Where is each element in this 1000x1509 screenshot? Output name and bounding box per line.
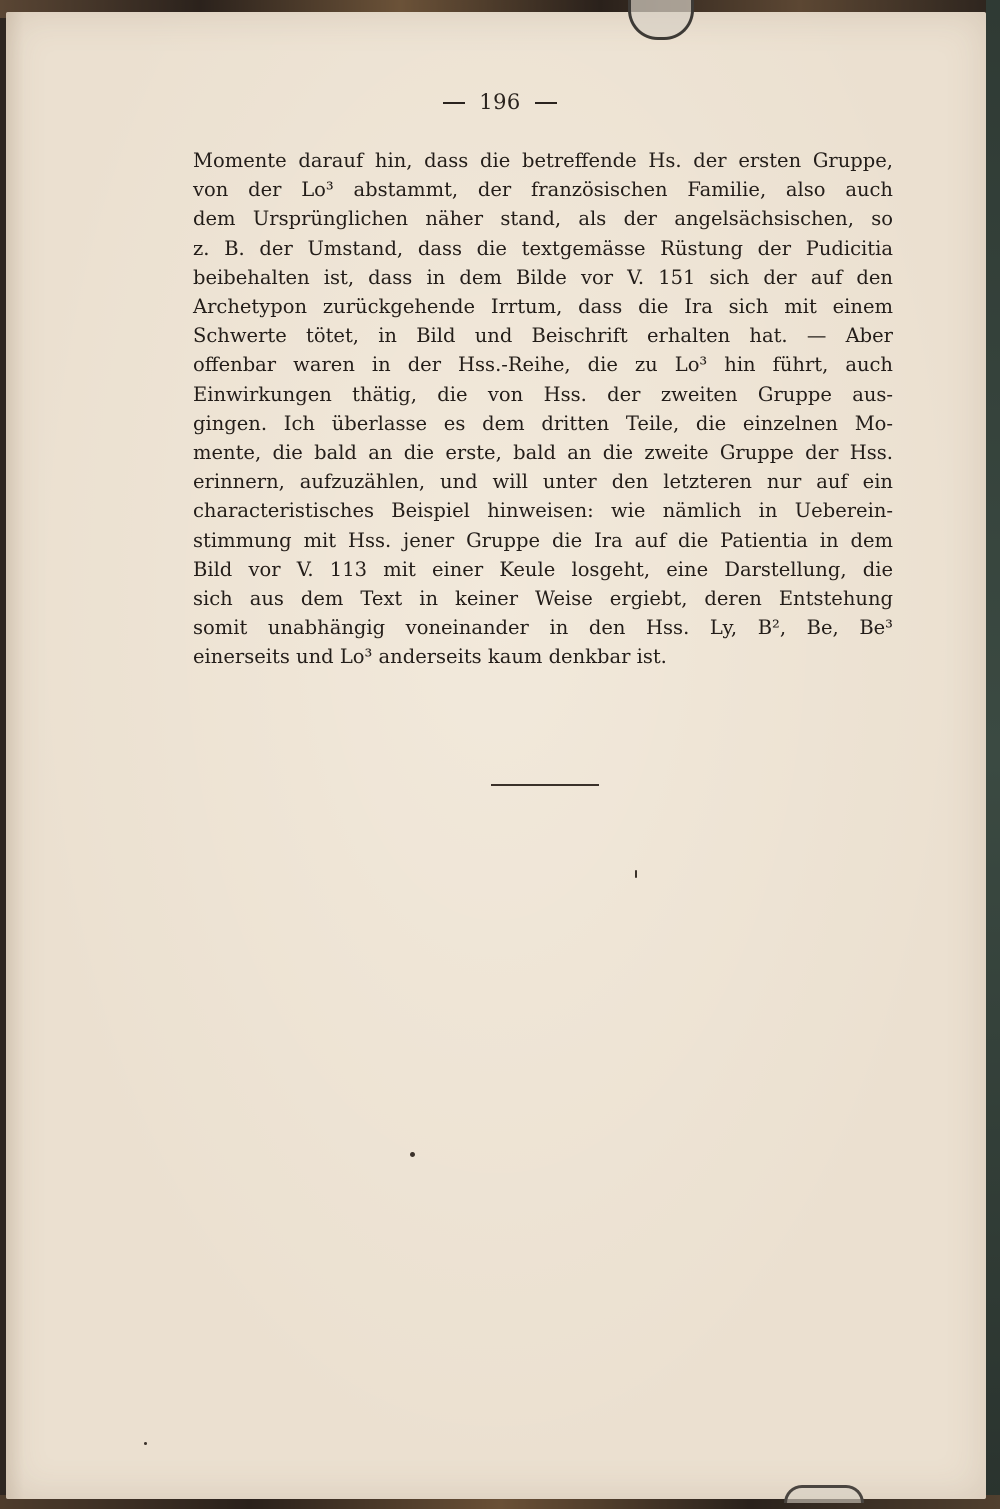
body-paragraph — [193, 146, 893, 672]
text-line: Schwerte tötet, in Bild und Beischrift erhalten hat. — Aber — [193, 324, 893, 348]
page-clip-bottom — [784, 1485, 864, 1503]
section-rule — [491, 784, 599, 786]
paper-speck — [635, 870, 637, 878]
text-line: z. B. der Umstand, dass die textgemässe Rüstung der Pudicitia — [193, 236, 893, 260]
text-line: Archetypon zurückgehende Irrtum, dass die Ira sich mit einem — [193, 295, 893, 319]
text-line: mente, die bald an die erste, bald an die zweite Gruppe der Hss. — [193, 441, 893, 465]
paper-speck — [144, 1442, 147, 1445]
text-line: stimmung mit Hss. jener Gruppe die Ira auf die Patientia in dem — [193, 528, 893, 552]
text-line: offenbar waren in der Hss.-Reihe, die zu Lo³ hin führt, auch — [193, 353, 893, 377]
text-line: erinnern, aufzuzählen, und will unter den letzteren nur auf ein — [193, 470, 893, 494]
text-line: dem Ursprünglichen näher stand, als der angelsächsischen, so — [193, 207, 893, 231]
page-number-header — [0, 90, 1000, 114]
text-line: von der Lo³ abstammt, der französischen Familie, also auch — [193, 178, 893, 202]
text-line: Einwirkungen thätig, die von Hss. der zweiten Gruppe aus- — [193, 382, 893, 406]
paper-speck — [410, 1152, 415, 1157]
text-line: sich aus dem Text in keiner Weise ergiebt, deren Entstehung — [193, 587, 893, 611]
page-number: 196 — [479, 90, 521, 114]
text-line: characteristisches Beispiel hinweisen: wie nämlich in Ueberein- — [193, 499, 893, 523]
dash-right — [535, 102, 557, 104]
book-edge-right — [986, 0, 1000, 1509]
text-line: beibehalten ist, dass in dem Bilde vor V. 151 sich der auf den — [193, 265, 893, 289]
text-line: Bild vor V. 113 mit einer Keule losgeht, eine Darstellung, die — [193, 557, 893, 581]
text-line: einerseits und Lo³ anderseits kaum denkbar ist. — [193, 645, 667, 669]
text-line: gingen. Ich überlasse es dem dritten Teile, die einzelnen Mo- — [193, 411, 893, 435]
dash-left — [443, 102, 465, 104]
text-line: somit unabhängig voneinander in den Hss. Ly, B², Be, Be³ — [193, 616, 893, 640]
text-line: Momente darauf hin, dass die betreffende Hs. der ersten Gruppe, — [193, 149, 893, 172]
